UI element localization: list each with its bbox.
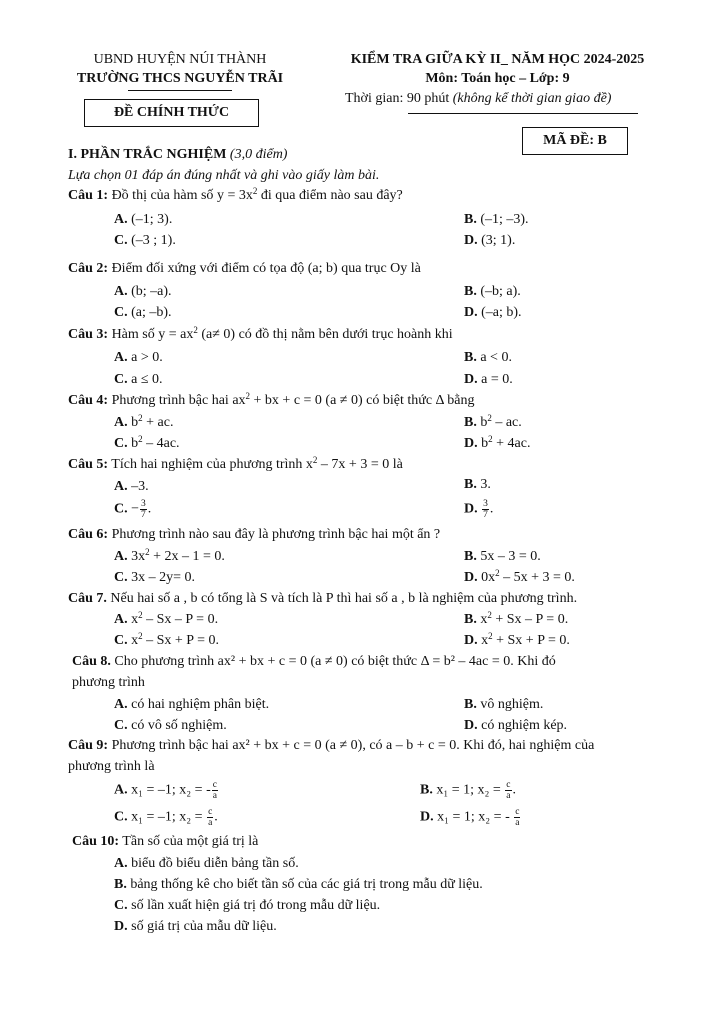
q6-option-b[interactable]: B. 5x – 3 = 0. (464, 549, 541, 564)
q3-option-a[interactable]: A. a > 0. (114, 350, 163, 365)
official-exam-label: ĐỀ CHÍNH THỨC (113, 105, 230, 120)
q9-option-b[interactable]: B. x₁ = 1; x₂ = $\frac{c}{a}$ . (420, 780, 517, 801)
q5-option-b[interactable]: B. 3. (464, 477, 491, 492)
exam-title: KIỂM TRA GIỮA KỲ II_ NĂM HỌC 2024-2025 (350, 52, 645, 67)
q6-option-a[interactable]: A. $3x^2 + 2x - 1 = 0$. (114, 547, 225, 564)
q1-option-d[interactable]: D. (3; 1). (464, 233, 516, 248)
q4-option-c[interactable]: C. $b^2 - 4ac$. (114, 434, 180, 451)
question-9: Câu 9: Phương trình bậc hai ax² + bx + c = 0 (a ≠ 0), có a – b + c = 0. Khi đó, hai nghiệm của (68, 738, 595, 753)
q8-option-d[interactable]: D. có nghiệm kép. (464, 718, 568, 733)
q4-option-d[interactable]: D. $b^2 + 4ac$. (464, 434, 531, 451)
q4-option-b[interactable]: B. $b^2$ – ac. (464, 413, 522, 430)
q3-option-c[interactable]: C. a ≤ 0. (114, 372, 163, 387)
q9-option-c[interactable]: C. x₁ = –1; x₂ = $\frac{c}{a}$ . (114, 807, 218, 828)
q5-option-c[interactable]: C. − $\frac{3}{7}$ . (114, 499, 152, 520)
q7-option-c[interactable]: C. $x^2 - Sx + P = 0$. (114, 631, 219, 648)
subject-grade: Môn: Toán học – Lớp: 9 (425, 71, 570, 86)
q2-option-a[interactable]: A. (b; –a). (114, 284, 172, 299)
q1-option-a[interactable]: A. (–1; 3). (114, 212, 173, 227)
q3-option-b[interactable]: B. a < 0. (464, 350, 512, 365)
q1-option-b[interactable]: B. (–1; –3). (464, 212, 529, 227)
q3-option-d[interactable]: D. a = 0. (464, 372, 513, 387)
q9-a-fraction: $\frac{c}{a}$ (212, 780, 217, 801)
q2-option-c[interactable]: C. (a; –b). (114, 305, 172, 320)
question-2: Câu 2: Điểm đối xứng với điểm có tọa độ (a; b) qua trục Oy là (68, 261, 421, 276)
q5-option-d[interactable]: D. $\frac{3}{7}$ . (464, 499, 494, 520)
q10-option-c[interactable]: C. số lần xuất hiện giá trị đó trong mẫu dữ liệu. (114, 898, 381, 913)
department-name: UBND HUYỆN NÚI THÀNH (93, 52, 267, 67)
question-8: Câu 8. Cho phương trình ax² + bx + c = 0 (a ≠ 0) có biệt thức Δ = b² – 4ac = 0. Khi đó (72, 654, 556, 669)
q9-d-fraction: $\frac{c}{a}$ (515, 807, 520, 828)
q9-b-fraction: $\frac{c}{a}$ (506, 780, 511, 801)
exam-duration: Thời gian: 90 phút (không kể thời gian giao đề) (345, 91, 612, 106)
q8-option-b[interactable]: B. vô nghiệm. (464, 697, 544, 712)
question-7: Câu 7. Nếu hai số a , b có tổng là S và tích là P thì hai số a , b là nghiệm của phương trình. (68, 591, 578, 606)
question-3: Câu 3: Hàm số $y = ax^2$ (a≠ 0) có đồ thị nằm bên dưới trục hoành khi (68, 325, 453, 342)
section-title: I. PHẦN TRẮC NGHIỆM (3,0 điểm) (68, 147, 288, 162)
duration-underline (408, 113, 638, 114)
q5-d-fraction: $\frac{3}{7}$ (483, 499, 488, 520)
question-10: Câu 10: Tần số của một giá trị là (72, 834, 259, 849)
q7-option-b[interactable]: B. $x^2 + Sx - P = 0$. (464, 610, 569, 627)
q10-option-b[interactable]: B. bảng thống kê cho biết tần số của các giá trị trong mẫu dữ liệu. (114, 877, 483, 892)
q7-option-d[interactable]: D. $x^2 + Sx + P = 0$. (464, 631, 570, 648)
q5-c-fraction: $\frac{3}{7}$ (141, 499, 146, 520)
school-underline (128, 90, 232, 91)
q10-option-a[interactable]: A. biểu đồ biểu diễn bảng tần số. (114, 856, 299, 871)
question-1: Câu 1: Đồ thị của hàm số $y = 3x^2$ đi qua điểm nào sau đây? (68, 186, 403, 203)
q6-option-d[interactable]: D. $0x^2 - 5x + 3 = 0$. (464, 568, 575, 585)
q2-option-d[interactable]: D. (–a; b). (464, 305, 522, 320)
school-name: TRƯỜNG THCS NGUYỄN TRÃI (76, 71, 284, 86)
question-6: Câu 6: Phương trình nào sau đây là phương trình bậc hai một ẩn ? (68, 527, 441, 542)
question-5: Câu 5: Tích hai nghiệm của phương trình $x^2 - 7x + 3 = 0$ là (68, 455, 403, 472)
q8-option-a[interactable]: A. có hai nghiệm phân biệt. (114, 697, 270, 712)
q6-option-c[interactable]: C. 3x – 2y= 0. (114, 570, 196, 585)
official-exam-box (84, 99, 259, 127)
question-9-cont: phương trình là (68, 759, 155, 774)
q1-option-c[interactable]: C. (–3 ; 1). (114, 233, 176, 248)
exam-code: MÃ ĐỀ: B (543, 133, 607, 148)
question-8-cont: phương trình (72, 675, 145, 690)
q9-c-fraction: $\frac{c}{a}$ (208, 807, 213, 828)
q7-option-a[interactable]: A. $x^2 - Sx - P = 0$. (114, 610, 219, 627)
exam-code-box (522, 127, 628, 155)
q5-option-a[interactable]: A. –3. (114, 479, 149, 494)
q4-option-a[interactable]: A. $b^2$ + ac. (114, 413, 174, 430)
section-instruction: Lựa chọn 01 đáp án đúng nhất và ghi vào giấy làm bài. (68, 168, 380, 183)
q10-option-d[interactable]: D. số giá trị của mẫu dữ liệu. (114, 919, 277, 934)
q9-option-a[interactable]: A. x₁ = –1; x₂ = - $\frac{c}{a}$ (114, 780, 217, 801)
q2-option-b[interactable]: B. (–b; a). (464, 284, 521, 299)
q8-option-c[interactable]: C. có vô số nghiệm. (114, 718, 227, 733)
question-4: Câu 4: Phương trình bậc hai $ax^2$ + bx + c = 0 (a ≠ 0) có biệt thức Δ bằng (68, 391, 475, 408)
q9-option-d[interactable]: D. x₁ = 1; x₂ = - $\frac{c}{a}$ (420, 807, 520, 828)
